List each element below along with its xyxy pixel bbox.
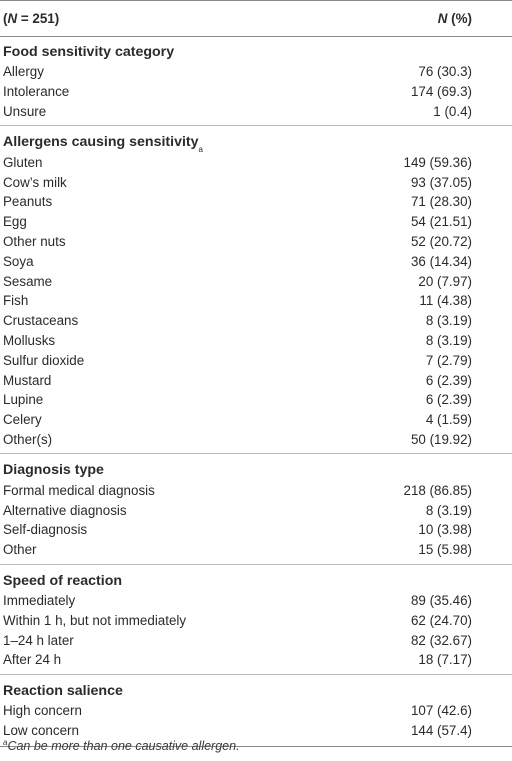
row-label: Celery [3,412,42,428]
table-row [0,721,512,741]
row-value: 76 (30.3) [418,64,472,80]
table-row [0,102,512,122]
row-label: Crustaceans [3,313,79,329]
row-value: 36 (14.34) [410,253,472,269]
row-value: 174 (69.3) [410,84,472,100]
table-row [0,192,512,212]
table-header [0,1,512,36]
row-value: 8 (3.19) [425,313,472,329]
table-row [0,212,512,232]
table-row [0,152,512,172]
row-label: Within 1 h, but not immediately [3,612,187,628]
row-label: Self-diagnosis [3,522,88,538]
row-value: 89 (35.46) [410,592,472,608]
table-body [0,37,512,740]
row-label: Sulfur dioxide [3,352,85,368]
row-label: 1–24 h later [3,632,74,648]
row-label: Lupine [3,392,44,408]
table-row [0,311,512,331]
table-row [0,500,512,520]
row-value: 218 (86.85) [403,482,472,498]
row-label: Gluten [3,154,43,170]
table-row [0,350,512,370]
section-title: Speed of reaction [3,572,123,589]
row-value: 7 (2.79) [425,352,472,368]
row-label: Soya [3,253,34,269]
row-value: 71 (28.30) [410,194,472,210]
row-value: 18 (7.17) [418,652,472,668]
row-value: 82 (32.67) [410,632,472,648]
row-label: Alternative diagnosis [3,502,127,518]
row-value: 11 (4.38) [419,293,472,309]
row-label: High concern [3,703,82,719]
table-row [0,232,512,252]
row-value: 8 (3.19) [425,332,472,348]
row-label: Fish [3,293,29,309]
section-title: Allergens causing sensitivity a [3,134,203,155]
row-value: 8 (3.19) [425,502,472,518]
table-row [0,251,512,271]
row-value: 50 (19.92) [410,431,472,447]
row-value: 107 (42.6) [410,703,472,719]
row-label: Mollusks [3,332,56,348]
row-value: 52 (20.72) [410,233,472,249]
row-label: Other nuts [3,233,66,249]
row-label: Intolerance [3,84,70,100]
row-label: Peanuts [3,194,53,210]
row-label: Allergy [3,64,44,80]
table-row [0,701,512,721]
row-value: 4 (1.59) [425,412,472,428]
table-row [0,650,512,670]
table-row [0,291,512,311]
table-row [0,331,512,351]
row-label: After 24 h [3,652,62,668]
table-footnote: $^a$Can be more than one causative allergen. [3,737,240,753]
row-value: 62 (24.70) [410,612,472,628]
row-label: Other [3,542,37,558]
table-row [0,430,512,450]
section-title: Diagnosis type [3,462,104,479]
table-row [0,62,512,82]
table-row [0,520,512,540]
row-value: 15 (5.98) [418,542,472,558]
row-label: Other(s) [3,431,53,447]
row-label: Formal medical diagnosis [3,482,155,498]
row-value: 54 (21.51) [410,214,472,230]
row-label: Low concern [3,722,79,738]
row-value: 149 (59.36) [403,154,472,170]
row-value: 6 (2.39) [425,392,472,408]
table-row [0,591,512,611]
row-label: Mustard [3,372,52,388]
header-n-percent: N (%) [437,11,472,26]
table-row [0,82,512,102]
section-title: Reaction salience [3,682,123,699]
table-row [0,390,512,410]
row-label: Unsure [3,103,47,119]
table-row [0,610,512,630]
section-title: Food sensitivity category [3,44,175,60]
table-row [0,172,512,192]
table-row [0,480,512,500]
row-value: 144 (57.4) [410,722,472,738]
row-value: 93 (37.05) [410,174,472,190]
row-label: Immediately [3,592,76,608]
row-value: 10 (3.98) [418,522,472,538]
row-value: 1 (0.4) [433,103,472,119]
table-row [0,370,512,390]
row-value: 20 (7.97) [418,273,472,289]
header-sample-size: (N = 251) [3,11,60,26]
row-value: 6 (2.39) [425,372,472,388]
row-label: Cow’s milk [3,174,67,190]
table-row [0,540,512,560]
table-row [0,630,512,650]
row-label: Egg [3,214,27,230]
row-label: Sesame [3,273,53,289]
table-row [0,410,512,430]
table-row [0,271,512,291]
